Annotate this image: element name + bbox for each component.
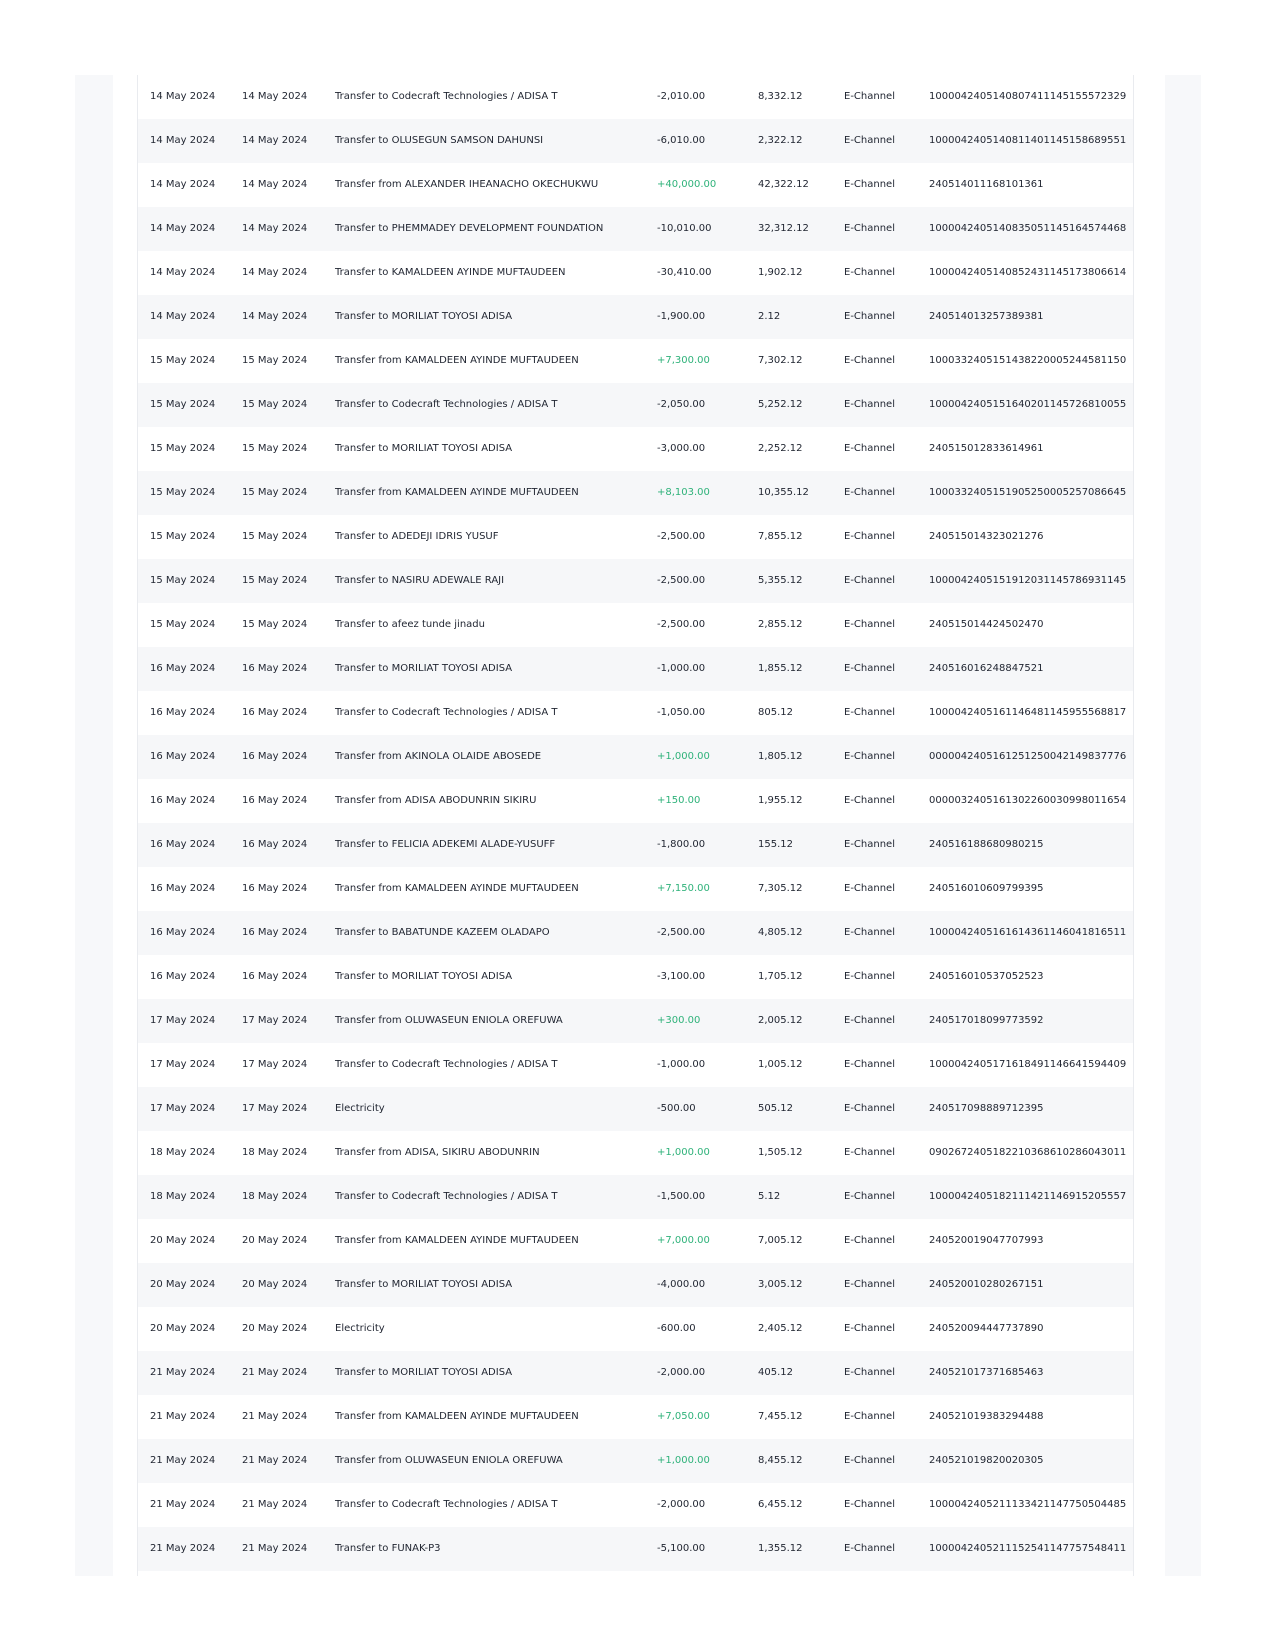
- transaction-description: Transfer from KAMALDEEN AYINDE MUFTAUDEEN: [335, 883, 579, 894]
- transaction-channel: E-Channel: [844, 707, 895, 718]
- value-date: 15 May 2024: [242, 443, 308, 454]
- transaction-amount: -2,500.00: [657, 575, 706, 586]
- transaction-amount: -2,010.00: [657, 91, 706, 102]
- transaction-reference: 1000042405140811401145158689551: [929, 135, 1127, 146]
- value-date: 18 May 2024: [242, 1191, 308, 1202]
- transaction-channel: E-Channel: [844, 355, 895, 366]
- running-balance: 1,855.12: [758, 663, 803, 674]
- transaction-amount: -1,800.00: [657, 839, 706, 850]
- running-balance: 505.12: [758, 1103, 793, 1114]
- running-balance: 32,312.12: [758, 223, 809, 234]
- transaction-reference: 1000042405211152541147757548411: [929, 1543, 1127, 1554]
- value-date: 20 May 2024: [242, 1235, 308, 1246]
- table-row: [138, 1395, 1133, 1439]
- transaction-reference: 0000042405161251250042149837776: [929, 751, 1127, 762]
- transaction-description: Transfer to FUNAK-P3: [335, 1543, 441, 1554]
- transaction-description: Transfer to MORILIAT TOYOSI ADISA: [335, 971, 513, 982]
- transaction-amount: +300.00: [657, 1015, 701, 1026]
- transaction-channel: E-Channel: [844, 91, 895, 102]
- transaction-date: 20 May 2024: [150, 1235, 216, 1246]
- transaction-channel: E-Channel: [844, 135, 895, 146]
- table-row: [138, 251, 1133, 295]
- value-date: 15 May 2024: [242, 619, 308, 630]
- value-date: 21 May 2024: [242, 1543, 308, 1554]
- transaction-date: 15 May 2024: [150, 443, 216, 454]
- table-row: [138, 647, 1133, 691]
- transaction-channel: E-Channel: [844, 1191, 895, 1202]
- transaction-amount: -6,010.00: [657, 135, 706, 146]
- table-row: [138, 1087, 1133, 1131]
- transaction-date: 21 May 2024: [150, 1455, 216, 1466]
- value-date: 15 May 2024: [242, 575, 308, 586]
- transaction-amount: -3,000.00: [657, 443, 706, 454]
- transaction-reference: 0902672405182210368610286043011: [929, 1147, 1127, 1158]
- transaction-reference: 1000042405171618491146641594409: [929, 1059, 1127, 1070]
- running-balance: 42,322.12: [758, 179, 809, 190]
- running-balance: 2.12: [758, 311, 781, 322]
- transaction-description: Transfer to KAMALDEEN AYINDE MUFTAUDEEN: [335, 267, 566, 278]
- table-row: [138, 735, 1133, 779]
- transaction-date: 16 May 2024: [150, 927, 216, 938]
- transaction-description: Transfer to Codecraft Technologies / ADISA T: [335, 1059, 558, 1070]
- transaction-date: 15 May 2024: [150, 531, 216, 542]
- transaction-date: 21 May 2024: [150, 1367, 216, 1378]
- transaction-description: Transfer to PHEMMADEY DEVELOPMENT FOUNDATION: [335, 223, 604, 234]
- transaction-reference: 1000042405161146481145955568817: [929, 707, 1127, 718]
- transaction-reference: 240516010609799395: [929, 883, 1044, 894]
- transaction-channel: E-Channel: [844, 663, 895, 674]
- transaction-reference: 240515014323021276: [929, 531, 1044, 542]
- transaction-reference: 0000032405161302260030998011654: [929, 795, 1127, 806]
- table-row: [138, 867, 1133, 911]
- transaction-amount: +150.00: [657, 795, 701, 806]
- table-row: [138, 955, 1133, 999]
- transaction-channel: E-Channel: [844, 487, 895, 498]
- value-date: 15 May 2024: [242, 487, 308, 498]
- table-row: [138, 1527, 1133, 1571]
- transaction-amount: -2,500.00: [657, 619, 706, 630]
- running-balance: 1,705.12: [758, 971, 803, 982]
- transaction-channel: E-Channel: [844, 795, 895, 806]
- transaction-description: Transfer to OLUSEGUN SAMSON DAHUNSI: [335, 135, 544, 146]
- table-row: [138, 911, 1133, 955]
- transaction-date: 20 May 2024: [150, 1323, 216, 1334]
- statement-sheet: [137, 75, 1134, 1576]
- transaction-description: Transfer to MORILIAT TOYOSI ADISA: [335, 1367, 513, 1378]
- transaction-description: Electricity: [335, 1103, 385, 1114]
- running-balance: 1,955.12: [758, 795, 803, 806]
- transaction-channel: E-Channel: [844, 443, 895, 454]
- transaction-reference: 240515012833614961: [929, 443, 1044, 454]
- left-margin-band: [75, 75, 113, 1576]
- transaction-channel: E-Channel: [844, 311, 895, 322]
- table-row: [138, 1263, 1133, 1307]
- transaction-date: 15 May 2024: [150, 487, 216, 498]
- transaction-amount: -1,000.00: [657, 1059, 706, 1070]
- value-date: 16 May 2024: [242, 663, 308, 674]
- table-row: [138, 471, 1133, 515]
- transaction-date: 18 May 2024: [150, 1147, 216, 1158]
- transaction-reference: 1000042405140807411145155572329: [929, 91, 1127, 102]
- transaction-reference: 240514013257389381: [929, 311, 1044, 322]
- transaction-reference: 240516010537052523: [929, 971, 1044, 982]
- transaction-amount: +40,000.00: [657, 179, 717, 190]
- running-balance: 2,005.12: [758, 1015, 803, 1026]
- table-row: [138, 559, 1133, 603]
- value-date: 17 May 2024: [242, 1103, 308, 1114]
- transaction-channel: E-Channel: [844, 575, 895, 586]
- running-balance: 8,455.12: [758, 1455, 803, 1466]
- table-row: [138, 1351, 1133, 1395]
- running-balance: 1,355.12: [758, 1543, 803, 1554]
- running-balance: 7,005.12: [758, 1235, 803, 1246]
- transaction-date: 15 May 2024: [150, 575, 216, 586]
- running-balance: 6,455.12: [758, 1499, 803, 1510]
- transaction-channel: E-Channel: [844, 1235, 895, 1246]
- running-balance: 2,252.12: [758, 443, 803, 454]
- transaction-reference: 240515014424502470: [929, 619, 1044, 630]
- transaction-amount: -2,500.00: [657, 531, 706, 542]
- transaction-date: 14 May 2024: [150, 311, 216, 322]
- transaction-date: 14 May 2024: [150, 91, 216, 102]
- value-date: 18 May 2024: [242, 1147, 308, 1158]
- value-date: 16 May 2024: [242, 839, 308, 850]
- right-margin-band: [1165, 75, 1201, 1576]
- transaction-channel: E-Channel: [844, 399, 895, 410]
- transaction-reference: 1000042405211133421147750504485: [929, 1499, 1127, 1510]
- running-balance: 2,322.12: [758, 135, 803, 146]
- transaction-amount: +7,000.00: [657, 1235, 710, 1246]
- running-balance: 1,805.12: [758, 751, 803, 762]
- table-row: [138, 427, 1133, 471]
- running-balance: 5,355.12: [758, 575, 803, 586]
- value-date: 16 May 2024: [242, 751, 308, 762]
- transaction-amount: -2,000.00: [657, 1499, 706, 1510]
- transaction-reference: 240516188680980215: [929, 839, 1044, 850]
- running-balance: 3,005.12: [758, 1279, 803, 1290]
- transaction-reference: 1000042405151640201145726810055: [929, 399, 1127, 410]
- transaction-description: Transfer to Codecraft Technologies / ADISA T: [335, 1191, 558, 1202]
- transaction-date: 16 May 2024: [150, 663, 216, 674]
- transaction-date: 17 May 2024: [150, 1015, 216, 1026]
- transaction-description: Transfer from KAMALDEEN AYINDE MUFTAUDEEN: [335, 355, 579, 366]
- transaction-description: Transfer from KAMALDEEN AYINDE MUFTAUDEEN: [335, 1235, 579, 1246]
- transaction-description: Transfer to BABATUNDE KAZEEM OLADAPO: [335, 927, 550, 938]
- transaction-channel: E-Channel: [844, 619, 895, 630]
- table-row: [138, 1131, 1133, 1175]
- transaction-reference: 240517098889712395: [929, 1103, 1044, 1114]
- value-date: 21 May 2024: [242, 1367, 308, 1378]
- transaction-description: Transfer to ADEDEJI IDRIS YUSUF: [335, 531, 499, 542]
- transaction-channel: E-Channel: [844, 971, 895, 982]
- table-row: [138, 339, 1133, 383]
- transaction-date: 16 May 2024: [150, 883, 216, 894]
- table-row: [138, 1043, 1133, 1087]
- transaction-date: 17 May 2024: [150, 1103, 216, 1114]
- transaction-channel: E-Channel: [844, 223, 895, 234]
- table-row: [138, 823, 1133, 867]
- value-date: 14 May 2024: [242, 91, 308, 102]
- value-date: 16 May 2024: [242, 971, 308, 982]
- running-balance: 155.12: [758, 839, 793, 850]
- transaction-amount: -2,000.00: [657, 1367, 706, 1378]
- transaction-description: Transfer from OLUWASEUN ENIOLA OREFUWA: [335, 1455, 563, 1466]
- transaction-description: Transfer to FELICIA ADEKEMI ALADE-YUSUFF: [335, 839, 556, 850]
- table-row: [138, 603, 1133, 647]
- table-row: [138, 75, 1133, 119]
- running-balance: 1,902.12: [758, 267, 803, 278]
- transaction-amount: +1,000.00: [657, 1147, 710, 1158]
- transaction-reference: 240521019820020305: [929, 1455, 1044, 1466]
- value-date: 15 May 2024: [242, 531, 308, 542]
- table-row: [138, 1175, 1133, 1219]
- transaction-date: 16 May 2024: [150, 707, 216, 718]
- transaction-reference: 240521019383294488: [929, 1411, 1044, 1422]
- transaction-date: 14 May 2024: [150, 179, 216, 190]
- transaction-date: 16 May 2024: [150, 971, 216, 982]
- transaction-date: 18 May 2024: [150, 1191, 216, 1202]
- running-balance: 405.12: [758, 1367, 793, 1378]
- transaction-reference: 1000042405151912031145786931145: [929, 575, 1127, 586]
- running-balance: 7,455.12: [758, 1411, 803, 1422]
- transaction-amount: -4,000.00: [657, 1279, 706, 1290]
- table-row: [138, 1483, 1133, 1527]
- value-date: 14 May 2024: [242, 179, 308, 190]
- transaction-channel: E-Channel: [844, 1499, 895, 1510]
- transaction-amount: -500.00: [657, 1103, 696, 1114]
- transaction-channel: E-Channel: [844, 1411, 895, 1422]
- transaction-reference: 240521017371685463: [929, 1367, 1044, 1378]
- transaction-date: 20 May 2024: [150, 1279, 216, 1290]
- table-row: [138, 207, 1133, 251]
- running-balance: 7,855.12: [758, 531, 803, 542]
- transaction-amount: +7,150.00: [657, 883, 710, 894]
- transaction-description: Transfer to MORILIAT TOYOSI ADISA: [335, 443, 513, 454]
- transaction-date: 14 May 2024: [150, 135, 216, 146]
- transaction-channel: E-Channel: [844, 751, 895, 762]
- transaction-reference: 240516016248847521: [929, 663, 1044, 674]
- transaction-channel: E-Channel: [844, 1059, 895, 1070]
- transaction-channel: E-Channel: [844, 1323, 895, 1334]
- value-date: 21 May 2024: [242, 1455, 308, 1466]
- transaction-channel: E-Channel: [844, 1543, 895, 1554]
- table-row: [138, 999, 1133, 1043]
- value-date: 16 May 2024: [242, 927, 308, 938]
- transaction-description: Transfer to Codecraft Technologies / ADISA T: [335, 1499, 558, 1510]
- transaction-channel: E-Channel: [844, 839, 895, 850]
- transaction-channel: E-Channel: [844, 927, 895, 938]
- value-date: 16 May 2024: [242, 795, 308, 806]
- value-date: 17 May 2024: [242, 1015, 308, 1026]
- transaction-reference: 240520019047707993: [929, 1235, 1044, 1246]
- transaction-description: Transfer to NASIRU ADEWALE RAJI: [335, 575, 505, 586]
- transaction-reference: 240514011168101361: [929, 179, 1044, 190]
- value-date: 16 May 2024: [242, 707, 308, 718]
- transaction-amount: +1,000.00: [657, 1455, 710, 1466]
- transaction-reference: 1000332405151438220005244581150: [929, 355, 1127, 366]
- transaction-description: Transfer from AKINOLA OLAIDE ABOSEDE: [335, 751, 542, 762]
- transaction-reference: 1000042405182111421146915205557: [929, 1191, 1127, 1202]
- table-row: [138, 779, 1133, 823]
- transaction-amount: -1,500.00: [657, 1191, 706, 1202]
- table-row: [138, 691, 1133, 735]
- transaction-description: Transfer to MORILIAT TOYOSI ADISA: [335, 311, 513, 322]
- transaction-description: Transfer from ADISA, SIKIRU ABODUNRIN: [335, 1147, 540, 1158]
- transaction-amount: +7,300.00: [657, 355, 710, 366]
- transaction-description: Transfer to Codecraft Technologies / ADISA T: [335, 399, 558, 410]
- transaction-amount: -5,100.00: [657, 1543, 706, 1554]
- running-balance: 1,505.12: [758, 1147, 803, 1158]
- transaction-date: 16 May 2024: [150, 839, 216, 850]
- transaction-description: Transfer from KAMALDEEN AYINDE MUFTAUDEEN: [335, 1411, 579, 1422]
- running-balance: 5,252.12: [758, 399, 803, 410]
- transaction-description: Transfer to Codecraft Technologies / ADISA T: [335, 707, 558, 718]
- transaction-date: 14 May 2024: [150, 267, 216, 278]
- table-row: [138, 295, 1133, 339]
- transaction-channel: E-Channel: [844, 1455, 895, 1466]
- transaction-amount: -1,900.00: [657, 311, 706, 322]
- table-row: [138, 383, 1133, 427]
- value-date: 15 May 2024: [242, 399, 308, 410]
- running-balance: 7,302.12: [758, 355, 803, 366]
- value-date: 20 May 2024: [242, 1323, 308, 1334]
- transaction-description: Transfer to afeez tunde jinadu: [335, 619, 485, 630]
- transaction-reference: 240520094447737890: [929, 1323, 1044, 1334]
- transaction-reference: 1000042405140852431145173806614: [929, 267, 1127, 278]
- transaction-date: 17 May 2024: [150, 1059, 216, 1070]
- transaction-amount: -2,050.00: [657, 399, 706, 410]
- transaction-amount: +7,050.00: [657, 1411, 710, 1422]
- running-balance: 1,005.12: [758, 1059, 803, 1070]
- transaction-amount: +8,103.00: [657, 487, 710, 498]
- transaction-amount: -2,500.00: [657, 927, 706, 938]
- running-balance: 2,405.12: [758, 1323, 803, 1334]
- transaction-description: Transfer to MORILIAT TOYOSI ADISA: [335, 1279, 513, 1290]
- table-row: [138, 1307, 1133, 1351]
- running-balance: 5.12: [758, 1191, 781, 1202]
- transaction-description: Transfer from ALEXANDER IHEANACHO OKECHUKWU: [335, 179, 599, 190]
- value-date: 14 May 2024: [242, 311, 308, 322]
- transaction-description: Electricity: [335, 1323, 385, 1334]
- transaction-date: 15 May 2024: [150, 399, 216, 410]
- table-row: [138, 1219, 1133, 1263]
- transaction-amount: -1,050.00: [657, 707, 706, 718]
- transaction-date: 21 May 2024: [150, 1411, 216, 1422]
- running-balance: 8,332.12: [758, 91, 803, 102]
- transaction-amount: -1,000.00: [657, 663, 706, 674]
- value-date: 14 May 2024: [242, 267, 308, 278]
- transaction-date: 15 May 2024: [150, 619, 216, 630]
- table-row: [138, 1439, 1133, 1483]
- table-row: [138, 515, 1133, 559]
- transaction-reference: 1000332405151905250005257086645: [929, 487, 1127, 498]
- transaction-amount: +1,000.00: [657, 751, 710, 762]
- table-row: [138, 119, 1133, 163]
- transaction-reference: 1000042405140835051145164574468: [929, 223, 1127, 234]
- transaction-amount: -3,100.00: [657, 971, 706, 982]
- value-date: 15 May 2024: [242, 355, 308, 366]
- transaction-amount: -600.00: [657, 1323, 696, 1334]
- transaction-date: 15 May 2024: [150, 355, 216, 366]
- transaction-description: Transfer from KAMALDEEN AYINDE MUFTAUDEEN: [335, 487, 579, 498]
- value-date: 20 May 2024: [242, 1279, 308, 1290]
- transaction-channel: E-Channel: [844, 179, 895, 190]
- value-date: 21 May 2024: [242, 1499, 308, 1510]
- value-date: 14 May 2024: [242, 135, 308, 146]
- transaction-date: 21 May 2024: [150, 1543, 216, 1554]
- running-balance: 10,355.12: [758, 487, 809, 498]
- transaction-channel: E-Channel: [844, 883, 895, 894]
- value-date: 21 May 2024: [242, 1411, 308, 1422]
- transaction-table: [138, 75, 1133, 1571]
- transaction-date: 21 May 2024: [150, 1499, 216, 1510]
- transaction-reference: 240520010280267151: [929, 1279, 1044, 1290]
- running-balance: 2,855.12: [758, 619, 803, 630]
- running-balance: 4,805.12: [758, 927, 803, 938]
- transaction-amount: -10,010.00: [657, 223, 712, 234]
- transaction-channel: E-Channel: [844, 1279, 895, 1290]
- transaction-description: Transfer from OLUWASEUN ENIOLA OREFUWA: [335, 1015, 563, 1026]
- transaction-channel: E-Channel: [844, 267, 895, 278]
- transaction-channel: E-Channel: [844, 1015, 895, 1026]
- table-row: [138, 163, 1133, 207]
- transaction-date: 16 May 2024: [150, 795, 216, 806]
- transaction-description: Transfer to MORILIAT TOYOSI ADISA: [335, 663, 513, 674]
- transaction-channel: E-Channel: [844, 1147, 895, 1158]
- transaction-description: Transfer to Codecraft Technologies / ADISA T: [335, 91, 558, 102]
- running-balance: 7,305.12: [758, 883, 803, 894]
- value-date: 17 May 2024: [242, 1059, 308, 1070]
- transaction-date: 14 May 2024: [150, 223, 216, 234]
- transaction-channel: E-Channel: [844, 1367, 895, 1378]
- value-date: 16 May 2024: [242, 883, 308, 894]
- transaction-reference: 1000042405161614361146041816511: [929, 927, 1127, 938]
- value-date: 14 May 2024: [242, 223, 308, 234]
- running-balance: 805.12: [758, 707, 793, 718]
- transaction-description: Transfer from ADISA ABODUNRIN SIKIRU: [335, 795, 537, 806]
- transaction-channel: E-Channel: [844, 1103, 895, 1114]
- transaction-date: 16 May 2024: [150, 751, 216, 762]
- transaction-channel: E-Channel: [844, 531, 895, 542]
- transaction-reference: 240517018099773592: [929, 1015, 1044, 1026]
- transaction-amount: -30,410.00: [657, 267, 712, 278]
